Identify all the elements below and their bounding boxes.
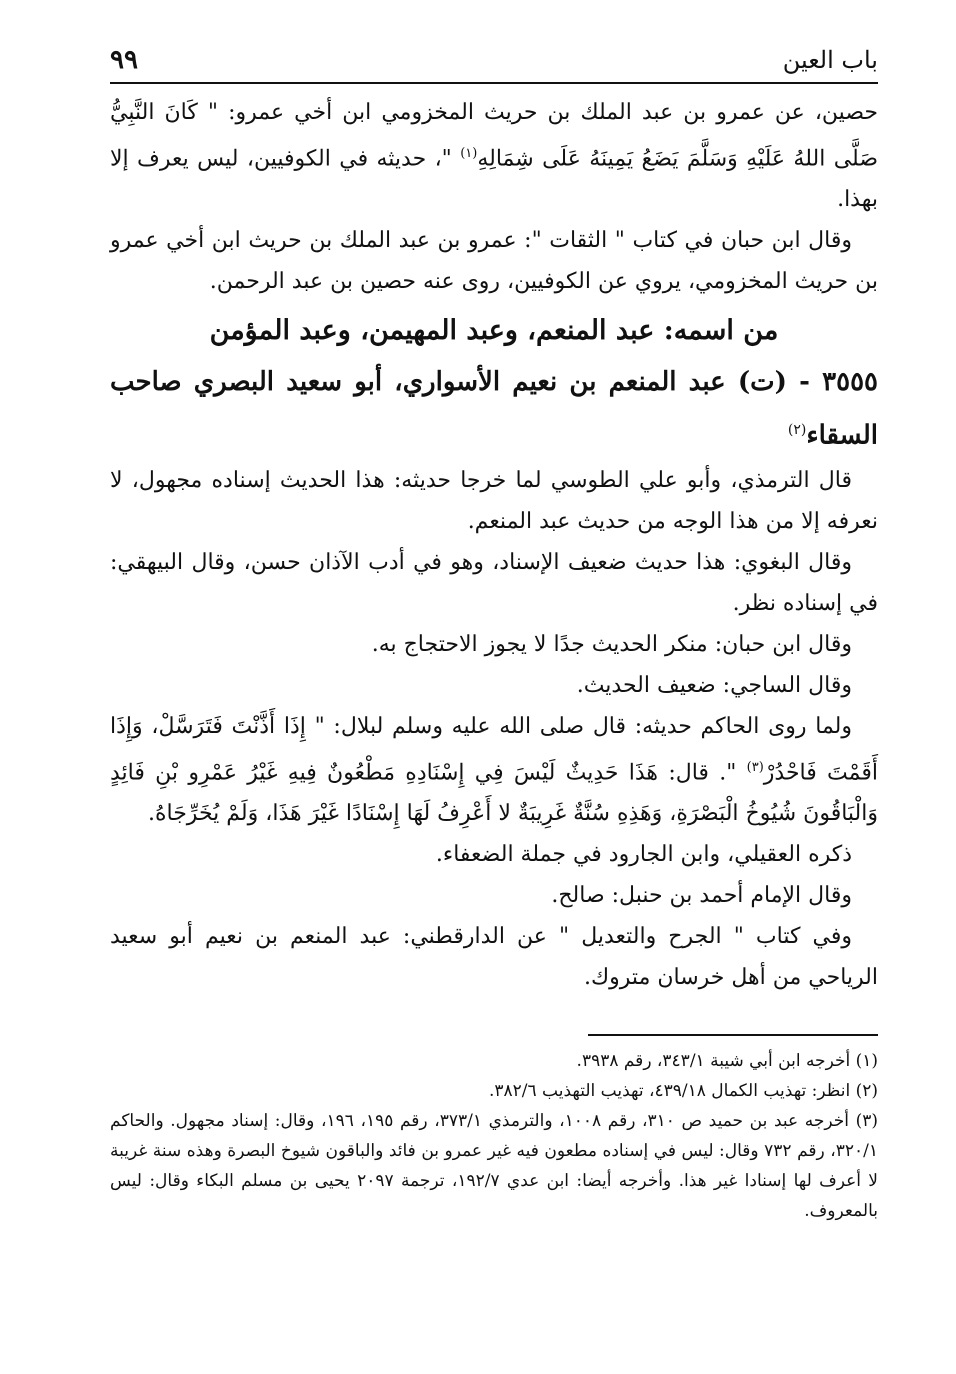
footnote-ref-3[interactable]: (٣) bbox=[746, 759, 764, 775]
footnotes bbox=[110, 1046, 878, 1226]
paragraph-10: وفي كتاب " الجرح والتعديل " عن الدارقطني: عبد المنعم بن نعيم أبو سعيد الرياحي من أهل خرسان متروك. bbox=[110, 924, 878, 991]
footnote-3: (٣) أخرجه عبد بن حميد ص ٣١٠، رقم ١٠٠٨، والترمذي ٣٧٣/١، رقم ١٩٥، ١٩٦، وقال: إسناد مجهول. والحاكم ٣٢٠/١، رقم ٧٣٢ وقال: ليس في إسناده مطعون فيه غير عمرو بن فائد والباقون شيوخ البصرة وهذه سنة غريبة لا أعرف لها إسنادا غير هذا. وأخرجه أيضا: ابن عدي ١٩٢/٧، ترجمة ٢٠٩٧ يحيى بن مسلم البكاء وقال: ليس بالمعروف. bbox=[110, 1111, 878, 1222]
paragraph-9: وقال الإمام أحمد بن حنبل: صالح. bbox=[551, 883, 852, 909]
running-title: باب العين bbox=[782, 46, 878, 74]
book-page bbox=[110, 40, 878, 1226]
paragraph-7 bbox=[110, 706, 878, 834]
paragraph-4: وقال البغوي: هذا حديث ضعيف الإسناد، وهو في أدب الآذان حسن، وقال البيهقي: في إسناده نظر. bbox=[110, 549, 878, 616]
paragraph-6: وقال الساجي: ضعيف الحديث. bbox=[576, 672, 852, 698]
footnote-ref-1[interactable]: (١) bbox=[460, 146, 478, 161]
paragraph-5: وقال ابن حبان: منكر الحديث جدًا لا يجوز الاحتجاج به. bbox=[371, 631, 852, 657]
paragraph-7-end: ". قال: هَذَا حَدِيثٌ لَيْسَ فِي إِسْنَادِهِ مَطْعُونٌ فِيهِ غَيْرُ عَمْرِو بْنِ فَائِدٍ وَالْبَاقُونَ شُيُوخُ الْبَصْرَةِ، وَهَذِهِ سُنَّةٌ غَرِيبَةٌ لا أَعْرِفُ لَهَا إِسْنَادًا غَيْرَ هَذَا، وَلَمْ يُخَرِّجَاهُ. bbox=[110, 760, 878, 827]
entry-title bbox=[110, 358, 878, 460]
paragraph-2: وقال ابن حبان في كتاب " الثقات ": عمرو بن عبد الملك بن حريث ابن أخي عمرو بن حريث المخزومي، يروي عن الكوفيين، روى عنه حصين بن عبد الرحمن. bbox=[110, 228, 878, 295]
section-heading: من اسمه: عبد المنعم، وعبد المهيمن، وعبد المؤمن bbox=[209, 315, 779, 347]
footnote-1: (١) أخرجه ابن أبي شيبة ٣٤٣/١، رقم ٣٩٣٨. bbox=[576, 1051, 878, 1072]
paragraph-1-end: "، حديثه في الكوفيين، ليس يعرف إلا بهذا. bbox=[110, 146, 878, 213]
entry-title-text: ٣٥٥٥ - (ت) عبد المنعم بن نعيم الأسواري، أبو سعيد البصري صاحب السقاء bbox=[110, 367, 878, 451]
paragraph-7-text: ولما روى الحاكم حديثه: قال صلى الله عليه وسلم لبلال: " إِذَا أَذَّنْتَ فَتَرَسَّلْ، وَإِذَا أَقَمْتَ فَاحْدُرْ bbox=[110, 713, 879, 786]
page-number: ٩٩ bbox=[110, 45, 138, 75]
main-text bbox=[110, 92, 878, 998]
paragraph-1 bbox=[110, 92, 878, 220]
paragraph-1-text: حصين، عن عمرو بن عبد الملك بن حريث المخزومي ابن أخي عمرو: " كَانَ النَّبِيُّ صَلَّى اللهُ عَلَيْهِ وَسَلَّمَ يَضَعُ يَمِينَهُ عَلَى شِمَالِهِ bbox=[110, 100, 878, 172]
paragraph-8: ذكره العقيلي، وابن الجارود في جملة الضعفاء. bbox=[435, 842, 852, 868]
paragraph-3: قال الترمذي، وأبو علي الطوسي لما خرجا حديثه: هذا الحديث إسناده مجهول، لا نعرفه إلا من هذا الوجه من حديث عبد المنعم. bbox=[110, 467, 878, 534]
footnote-ref-2[interactable]: (٢) bbox=[787, 422, 807, 439]
footnote-2: (٢) انظر: تهذيب الكمال ٤٣٩/١٨، تهذيب التهذيب ٣٨٢/٦. bbox=[488, 1081, 878, 1102]
running-header bbox=[110, 40, 878, 84]
footnote-divider bbox=[588, 1034, 878, 1036]
